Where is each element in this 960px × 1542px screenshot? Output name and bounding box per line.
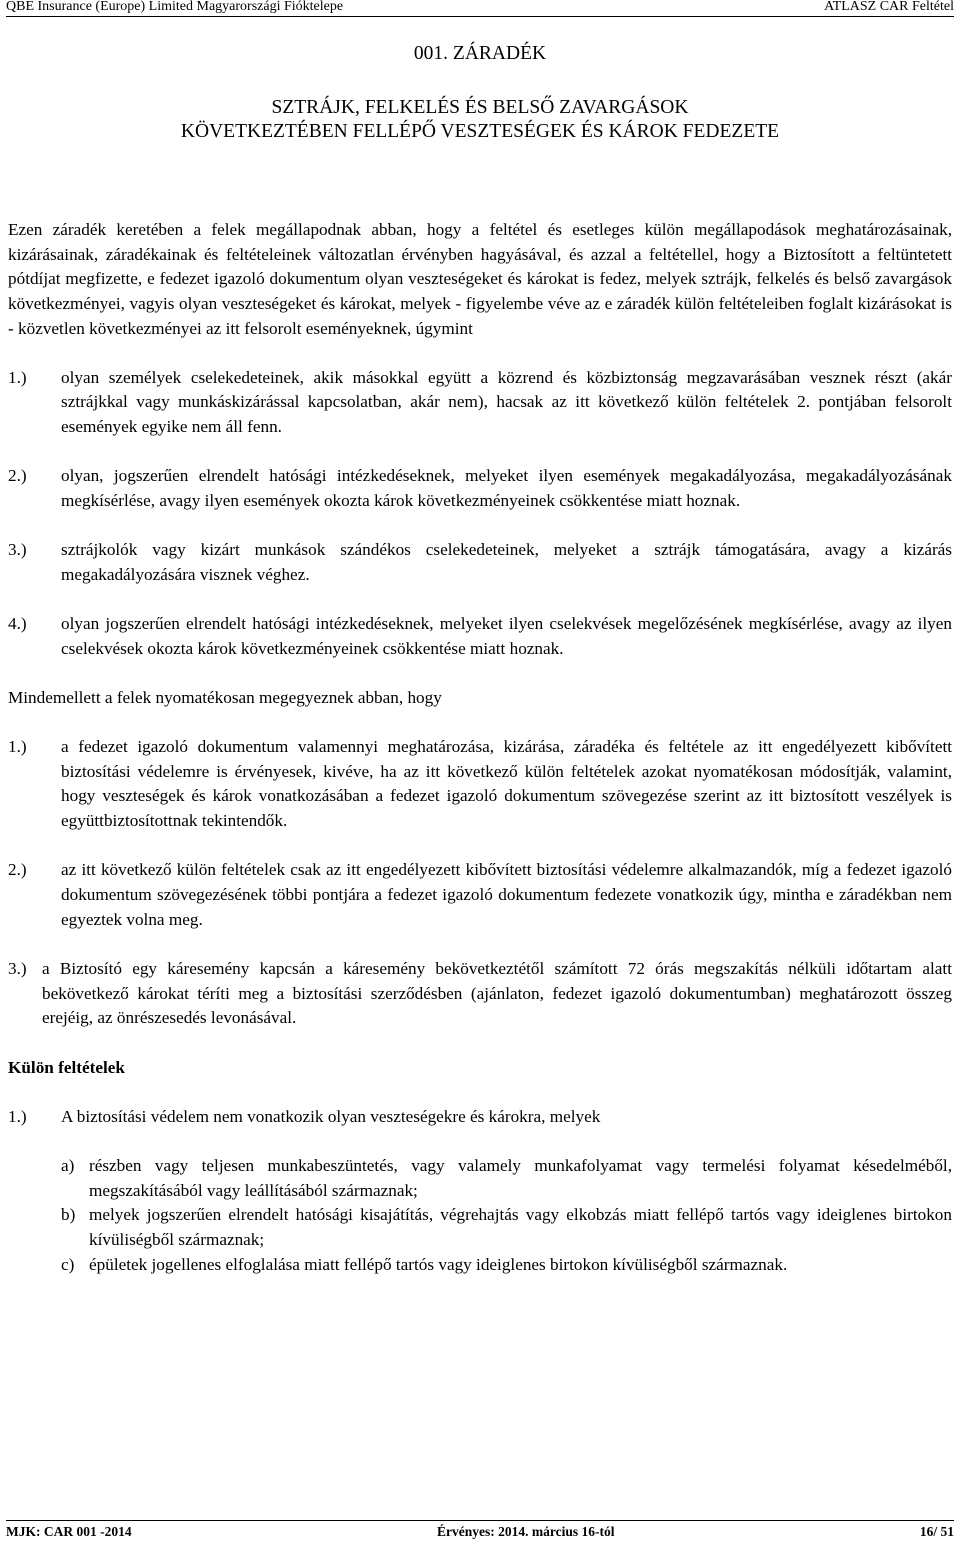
agreement-text: a fedezet igazoló dokumentum valamennyi meghatározása, kizárása, záradéka és feltétele az itt engedélyezett kibővített biztosítási védelemre is érvényesek, kivéve, ha az itt következő külön feltételek azokat nyomatékosan módosítják, valamint, hogy veszteségek és károk vonatkozásában a fedezet igazoló dokumentum szövegezése szerint az itt biztosított veszélyek is együttbiztosítottnak tekintendők.: [61, 737, 952, 831]
event-list: [8, 366, 952, 662]
page-header: [6, 0, 954, 17]
exclusion-label: c): [61, 1254, 75, 1274]
event-number: 1.): [8, 367, 27, 387]
event-text: olyan személyek cselekedeteinek, akik másokkal együtt a közrend és közbiztonság megzavarásában vesznek részt (akár sztrájkkal vagy munkáskizárással kapcsolatban, akár nem), hacsak az itt következő külön feltételek 2. pontjában felsorolt események egyike nem áll fenn.: [61, 367, 952, 436]
header-company: QBE Insurance (Europe) Limited Magyarországi Fióktelepe: [6, 0, 344, 14]
agreement-text: a Biztosító egy káresemény kapcsán a káresemény bekövetkeztétől számított 72 órás megszakítás nélküli időtartam alatt bekövetkező károkat téríti meg a biztosítási szerződésben (ajánlaton, fedezet igazoló dokumentumban) meghatározott összeg erejéig, az önrészesedés levonásával.: [42, 958, 952, 1028]
exclusion-item-a: [61, 1154, 952, 1203]
event-number: 4.): [8, 613, 27, 633]
event-text: olyan, jogszerűen elrendelt hatósági intézkedéseknek, melyeket ilyen események megakadályozása, megakadályozásának megkísérlése, avagy ilyen események okozta károk következményeinek csökkentése miatt hoznak.: [61, 466, 952, 510]
special-condition-text: A biztosítási védelem nem vonatkozik olyan veszteségekre és károkra, melyek: [61, 1106, 601, 1126]
agreement-text: az itt következő külön feltételek csak az itt engedélyezett kibővített biztosítási védelemre alkalmazandók, míg a fedezet igazoló dokumentum szövegezésének többi pontjára a fedezet igazoló dokumentum fedezete vonatkozik úgy, mintha e záradékban nem egyeztek volna meg.: [61, 860, 952, 929]
clause-title-line-1: SZTRÁJK, FELKELÉS ÉS BELSŐ ZAVARGÁSOK: [271, 97, 689, 118]
exclusion-item-b: [61, 1203, 952, 1252]
header-document-name: ATLASZ CAR Feltétel: [824, 0, 954, 14]
exclusion-label: b): [61, 1205, 76, 1225]
exclusion-item-c: [61, 1253, 952, 1278]
agreement-intro: Mindemellett a felek nyomatékosan megegyeznek abban, hogy: [8, 687, 442, 707]
document-body: [8, 32, 952, 1278]
clause-title-line-2: KÖVETKEZTÉBEN FELLÉPŐ VESZTESÉGEK ÉS KÁROK FEDEZETE: [180, 121, 780, 142]
event-item-3: [8, 538, 952, 587]
event-number: 3.): [8, 540, 27, 560]
agreement-number: 2.): [8, 860, 27, 880]
exclusion-text: épületek jogellenes elfoglalása miatt fellépő tartós vagy ideiglenes birtokon kívüliségből származnak.: [89, 1254, 788, 1274]
event-number: 2.): [8, 466, 27, 486]
exclusion-text: részben vagy teljesen munkabeszüntetés, vagy valamely munkafolyamat vagy termelési folyamat késedelméből, megszakításából vagy leállításából származnak;: [89, 1155, 952, 1200]
page-footer: [6, 1520, 954, 1541]
agreement-item-1: [8, 735, 952, 834]
agreement-number: 1.): [8, 737, 27, 757]
footer-document-code: MJK: CAR 001 -2014: [6, 1524, 132, 1539]
exclusion-label: a): [61, 1155, 75, 1175]
agreement-item-2: [8, 858, 952, 932]
event-text: olyan jogszerűen elrendelt hatósági intézkedéseknek, melyeket ilyen cselekvések megelőzésének megkísérlése, avagy az ilyen cselekvések okozta károk következményeinek csökkentése miatt hoznak.: [61, 613, 952, 658]
special-condition-item-1: [8, 1105, 952, 1130]
event-text: sztrájkolók vagy kizárt munkások szándékos cselekedeteinek, melyeket a sztrájk támogatására, avagy a kizárás megakadályozására visznek véghez.: [61, 540, 952, 584]
footer-page-number: 16/ 51: [919, 1524, 954, 1539]
event-item-4: [8, 612, 952, 661]
event-item-2: [8, 464, 952, 513]
agreement-number: 3.): [8, 958, 27, 978]
event-item-1: [8, 366, 952, 440]
exclusion-text: melyek jogszerűen elrendelt hatósági kisajátítás, végrehajtás vagy elkobzás miatt fellépő tartós vagy ideiglenes birtokon kívüliségből származnak;: [89, 1205, 952, 1250]
special-condition-number: 1.): [8, 1106, 27, 1126]
exclusion-list: [8, 1154, 952, 1278]
agreement-item-3: [8, 957, 952, 1031]
clause-number: 001. ZÁRADÉK: [413, 43, 547, 64]
intro-paragraph: Ezen záradék keretében a felek megállapodnak abban, hogy a feltétel és esetleges külön megállapodások meghatározásainak, kizárásainak, záradékainak és feltételeinek változatlan érvényben hagyásával, és azzal a feltétellel, hogy a Biztosított a feltüntetett pótdíjat megfizette, e fedezet igazoló dokumentum olyan veszteségeket és károkat is fedez, melyek sztrájk, felkelés és belső zavargások következményei, vagyis olyan veszteségeket és károkat, melyek - figyelembe véve az e záradék külön feltételeiben foglalt kizárásokat is - közvetlen következményei az itt felsorolt eseményeknek, úgymint: [8, 220, 952, 338]
special-conditions-heading: Külön feltételek: [8, 1057, 125, 1077]
footer-validity: Érvényes: 2014. március 16-tól: [436, 1524, 615, 1539]
agreement-list: [8, 735, 952, 1031]
